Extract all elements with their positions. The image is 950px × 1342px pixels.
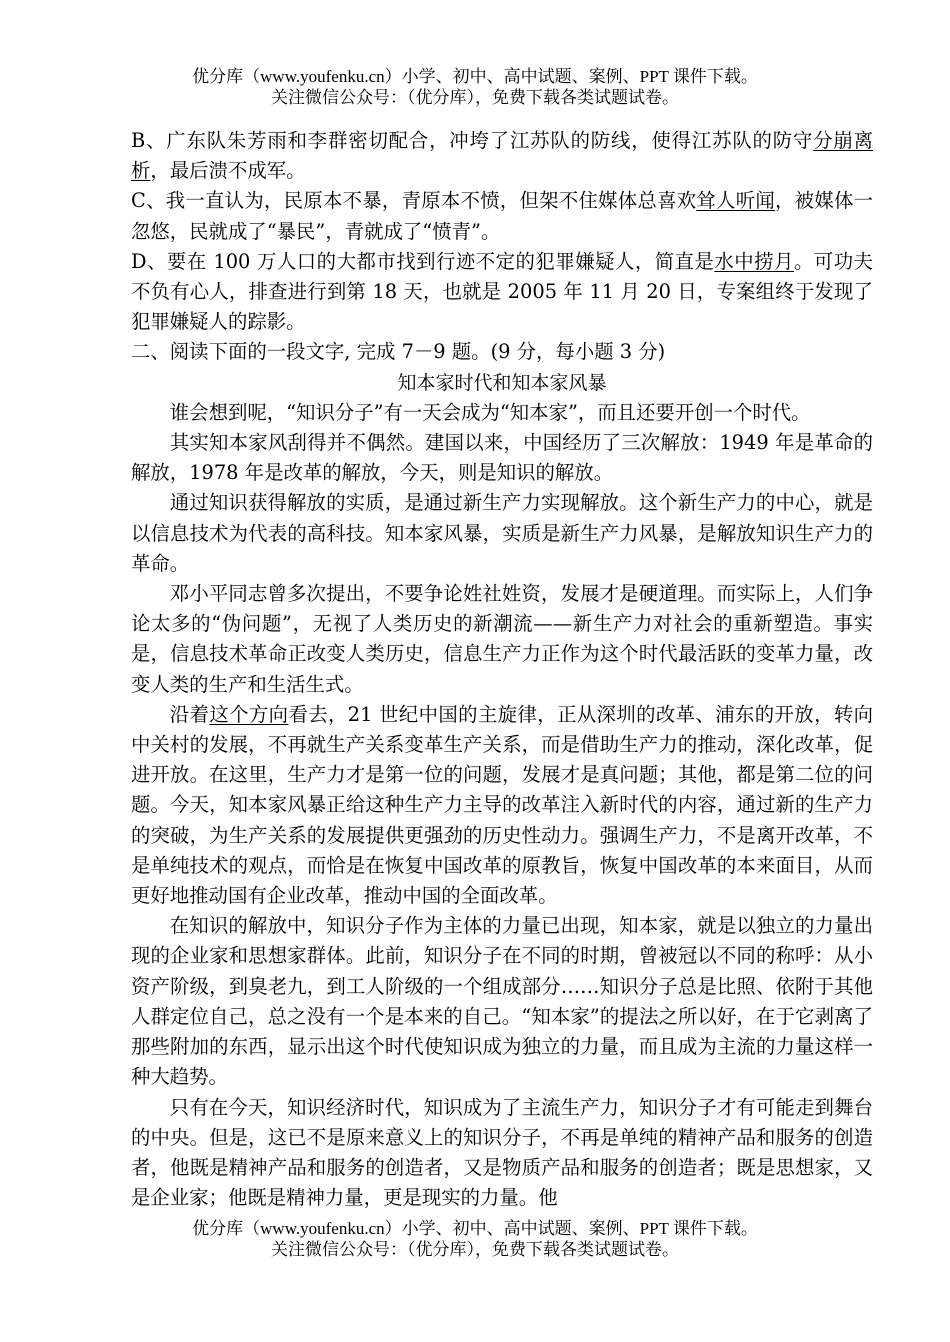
- paragraph: 谁会想到呢，“知识分子”有一天会成为“知本家”，而且还要开创一个时代。: [169, 400, 811, 424]
- header-line-1: 优分库（www.youfenku.cn）小学、初中、高中试题、案例、PPT 课件下载。: [192, 67, 758, 86]
- paragraph: 沿着这个方向看去，21 世纪中国的主旋律，正从深圳的改革、浦东的开放，转向中关村的发展，不再就生产关系变革生产关系，而是借助生产力的推动，深化改革，促进开放。在这里，生产力才是第一位的问题，发展才是真问题；其他，都是第二位的问题。今天，知本家风暴正给这种生产力主导的改革注入新时代的内容，通过新的生产力的突破，为生产关系的发展提供更强劲的历史性动力。强调生产力，不是离开改革，不是单纯技术的观点，而恰是在恢复中国改革的原教旨，恢复中国改革的本来面目，从而更好地推动国有企业改革，推动中国的全面改革。: [131, 702, 874, 908]
- page-footer: [0, 1218, 950, 1260]
- header-line-2: 关注微信公众号：（优分库），免费下载各类试题试卷。: [271, 88, 679, 107]
- underlined-term: 耸人听闻: [696, 189, 776, 213]
- footer-line-2: 关注微信公众号：（优分库），免费下载各类试题试卷。: [271, 1240, 679, 1259]
- underlined-term: 水中捞月: [714, 249, 794, 273]
- option-b: B、广东队朱芳雨和李群密切配合，冲垮了江苏队的防线，使得江苏队的防守分崩离析，最后溃不成军。: [131, 129, 874, 183]
- paragraph: 其实知本家风刮得并不偶然。建国以来，中国经历了三次解放：1949 年是革命的解放，1978 年是改革的解放，今天，则是知识的解放。: [131, 431, 873, 485]
- document-body: [131, 126, 873, 1213]
- paragraph: 通过知识获得解放的实质，是通过新生产力实现解放。这个新生产力的中心，就是以信息技术为代表的高科技。知本家风暴，实质是新生产力风暴，是解放知识生产力的革命。: [131, 491, 873, 575]
- underlined-term: 分崩离析: [131, 129, 874, 183]
- option-c: C、我一直认为，民原本不暴，青原本不愤，但架不住媒体总喜欢耸人听闻，被媒体一忽悠，民就成了“暴民”，青就成了“愤青”。: [131, 189, 874, 243]
- paragraph: 在知识的解放中，知识分子作为主体的力量已出现，知本家，就是以独立的力量出现的企业家和思想家群体。此前，知识分子在不同的时期，曾被冠以不同的称呼：从小资产阶级，到臭老九，到工人阶级的一个组成部分……知识分子总是比照、依附于其他人群定位自己，总之没有一个是本来的自己。“知本家”的提法之所以好，在于它剥离了那些附加的东西，显示出这个时代使知识成为独立的力量，而且成为主流的力量这样一种大趋势。: [131, 914, 873, 1089]
- page-header: [0, 66, 950, 108]
- paragraph: 只有在今天，知识经济时代，知识成为了主流生产力，知识分子才有可能走到舞台的中央。但是，这已不是原来意义上的知识分子，不再是单纯的精神产品和服务的创造者，他既是精神产品和服务的创造者，又是物质产品和服务的创造者；既是思想家，又是企业家；他既是精神力量，更是现实的力量。他: [131, 1095, 873, 1210]
- footer-line-1: 优分库（www.youfenku.cn）小学、初中、高中试题、案例、PPT 课件下载。: [192, 1219, 758, 1238]
- paragraph: 邓小平同志曾多次提出，不要争论姓社姓资，发展才是硬道理。而实际上，人们争论太多的“伪问题”，无视了人类历史的新潮流——新生产力对社会的重新塑造。事实是，信息技术革命正改变人类历史，信息生产力正作为这个时代最活跃的变革力量，改变人类的生产和生活生式。: [131, 582, 873, 696]
- section-instruction: 二、阅读下面的一段文字, 完成 7－9 题。(9 分，每小题 3 分): [131, 340, 666, 364]
- option-d: D、要在 100 万人口的大都市找到行迹不定的犯罪嫌疑人，简直是水中捞月。可功夫不负有心人，排查进行到第 18 天，也就是 2005 年 11 月 20 日，专案组终于发现了犯罪嫌疑人的踪影。: [131, 249, 874, 334]
- underlined-term: 这个方向: [209, 702, 289, 726]
- article-title: 知本家时代和知本家风暴: [397, 371, 607, 394]
